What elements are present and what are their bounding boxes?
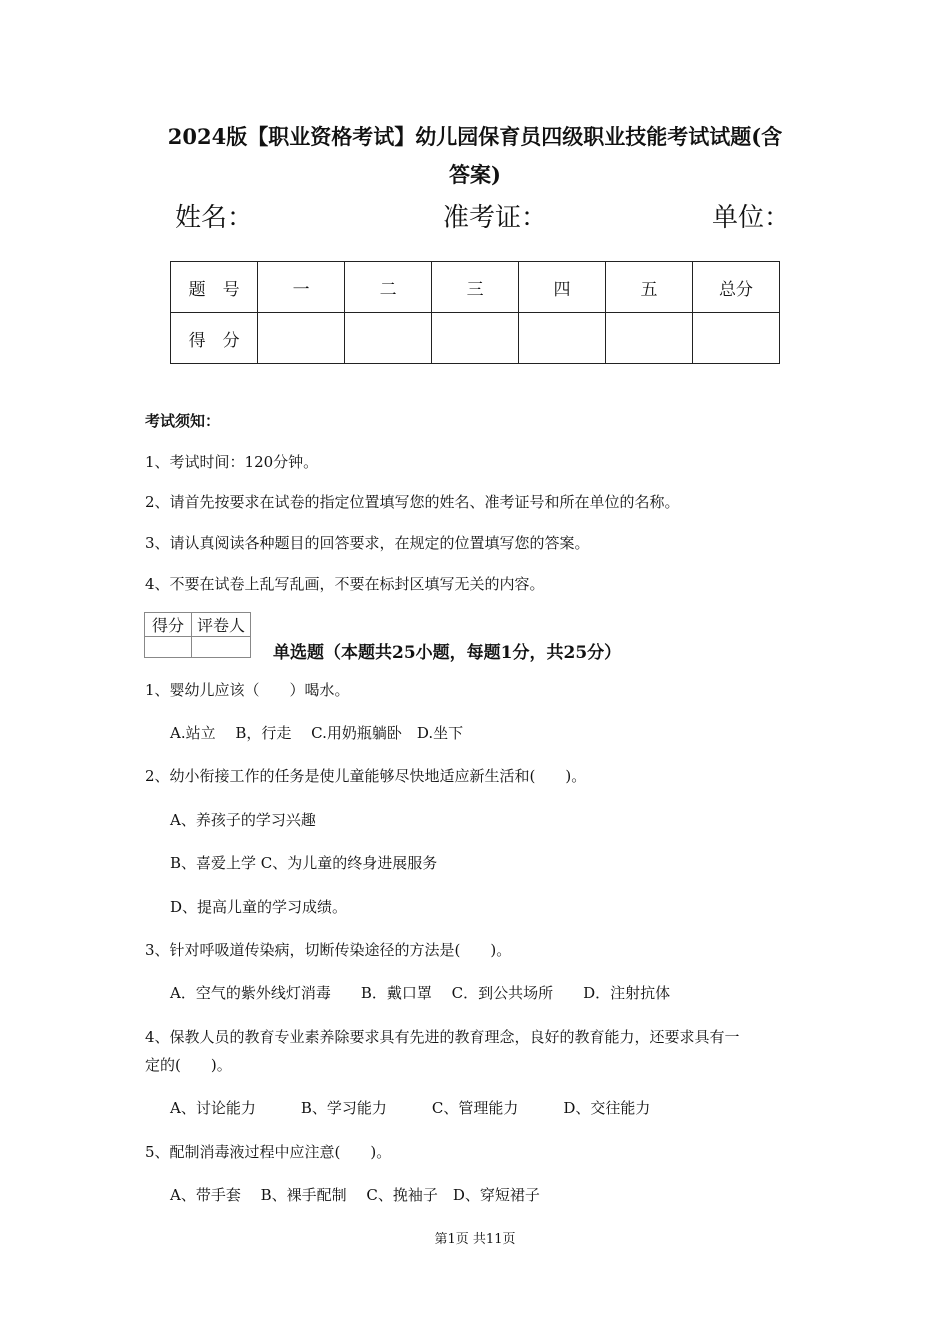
grader-score-label: 得分: [145, 613, 192, 637]
score-input-cell[interactable]: [432, 313, 519, 364]
question-2-option: D、提高儿童的学习成绩。: [170, 898, 348, 916]
question-3-options: A．空气的紫外线灯消毒 B．戴口罩 C．到公共场所 D．注射抗体: [170, 984, 671, 1002]
grader-reviewer-label: 评卷人: [192, 613, 251, 637]
grader-reviewer-cell[interactable]: [192, 637, 251, 658]
notice-title: 考试须知：: [145, 412, 221, 430]
document-title: [130, 118, 820, 194]
grader-score-cell[interactable]: [145, 637, 192, 658]
score-input-cell[interactable]: [258, 313, 345, 364]
title-line-2: 答案): [449, 162, 501, 187]
score-table-score-row: [171, 313, 780, 364]
score-input-cell[interactable]: [519, 313, 606, 364]
exam-number-field-label: 准考证：: [443, 203, 548, 233]
score-table-cell: 五: [606, 262, 693, 313]
score-table-cell: 三: [432, 262, 519, 313]
notice-item: 1、考试时间：120分钟。: [145, 453, 319, 471]
score-table: [170, 261, 780, 364]
question-2-option: A、养孩子的学习兴趣: [170, 811, 316, 829]
question-4: 4、保教人员的教育专业素养除要求具有先进的教育理念，良好的教育能力，还要求具有一: [145, 1028, 740, 1046]
notice-item: 4、不要在试卷上乱写乱画，不要在标封区填写无关的内容。: [145, 575, 545, 593]
grader-box: [144, 612, 251, 658]
question-2-option: B、喜爱上学 C、为儿童的终身进展服务: [170, 854, 438, 872]
score-table-cell: 四: [519, 262, 606, 313]
question-5: 5、配制消毒液过程中应注意( )。: [145, 1143, 392, 1161]
unit-field-label: 单位：: [712, 203, 791, 233]
score-table-cell: 总分: [692, 262, 779, 313]
question-1: 1、婴幼儿应该（ ）喝水。: [145, 681, 350, 699]
name-field-label: 姓名：: [175, 203, 254, 233]
notice-item: 3、请认真阅读各种题目的回答要求，在规定的位置填写您的答案。: [145, 534, 590, 552]
question-2: 2、幼小衔接工作的任务是使儿童能够尽快地适应新生活和( )。: [145, 767, 587, 785]
question-4-continued: 定的( )。: [145, 1056, 232, 1074]
score-table-header-row: [171, 262, 780, 313]
score-input-cell[interactable]: [606, 313, 693, 364]
question-4-options: A、讨论能力 B、学习能力 C、管理能力 D、交往能力: [170, 1099, 651, 1117]
title-line-1: 2024版【职业资格考试】幼儿园保育员四级职业技能考试试题(含: [167, 124, 783, 149]
question-1-options: A.站立 B，行走 C.用奶瓶躺卧 D.坐下: [170, 724, 464, 742]
question-5-options: A、带手套 B、裸手配制 C、挽袖子 D、穿短裙子: [170, 1186, 540, 1204]
page-footer: 第1页 共11页: [434, 1232, 516, 1247]
score-table-cell: 二: [345, 262, 432, 313]
score-input-cell[interactable]: [345, 313, 432, 364]
notice-item: 2、请首先按要求在试卷的指定位置填写您的姓名、准考证号和所在单位的名称。: [145, 493, 680, 511]
score-table-cell: 得 分: [171, 313, 258, 364]
score-table-cell: 题 号: [171, 262, 258, 313]
score-input-cell[interactable]: [692, 313, 779, 364]
question-3: 3、针对呼吸道传染病，切断传染途径的方法是( )。: [145, 941, 512, 959]
section-title: 单选题（本题共25小题，每题1分，共25分）: [273, 643, 622, 663]
score-table-cell: 一: [258, 262, 345, 313]
